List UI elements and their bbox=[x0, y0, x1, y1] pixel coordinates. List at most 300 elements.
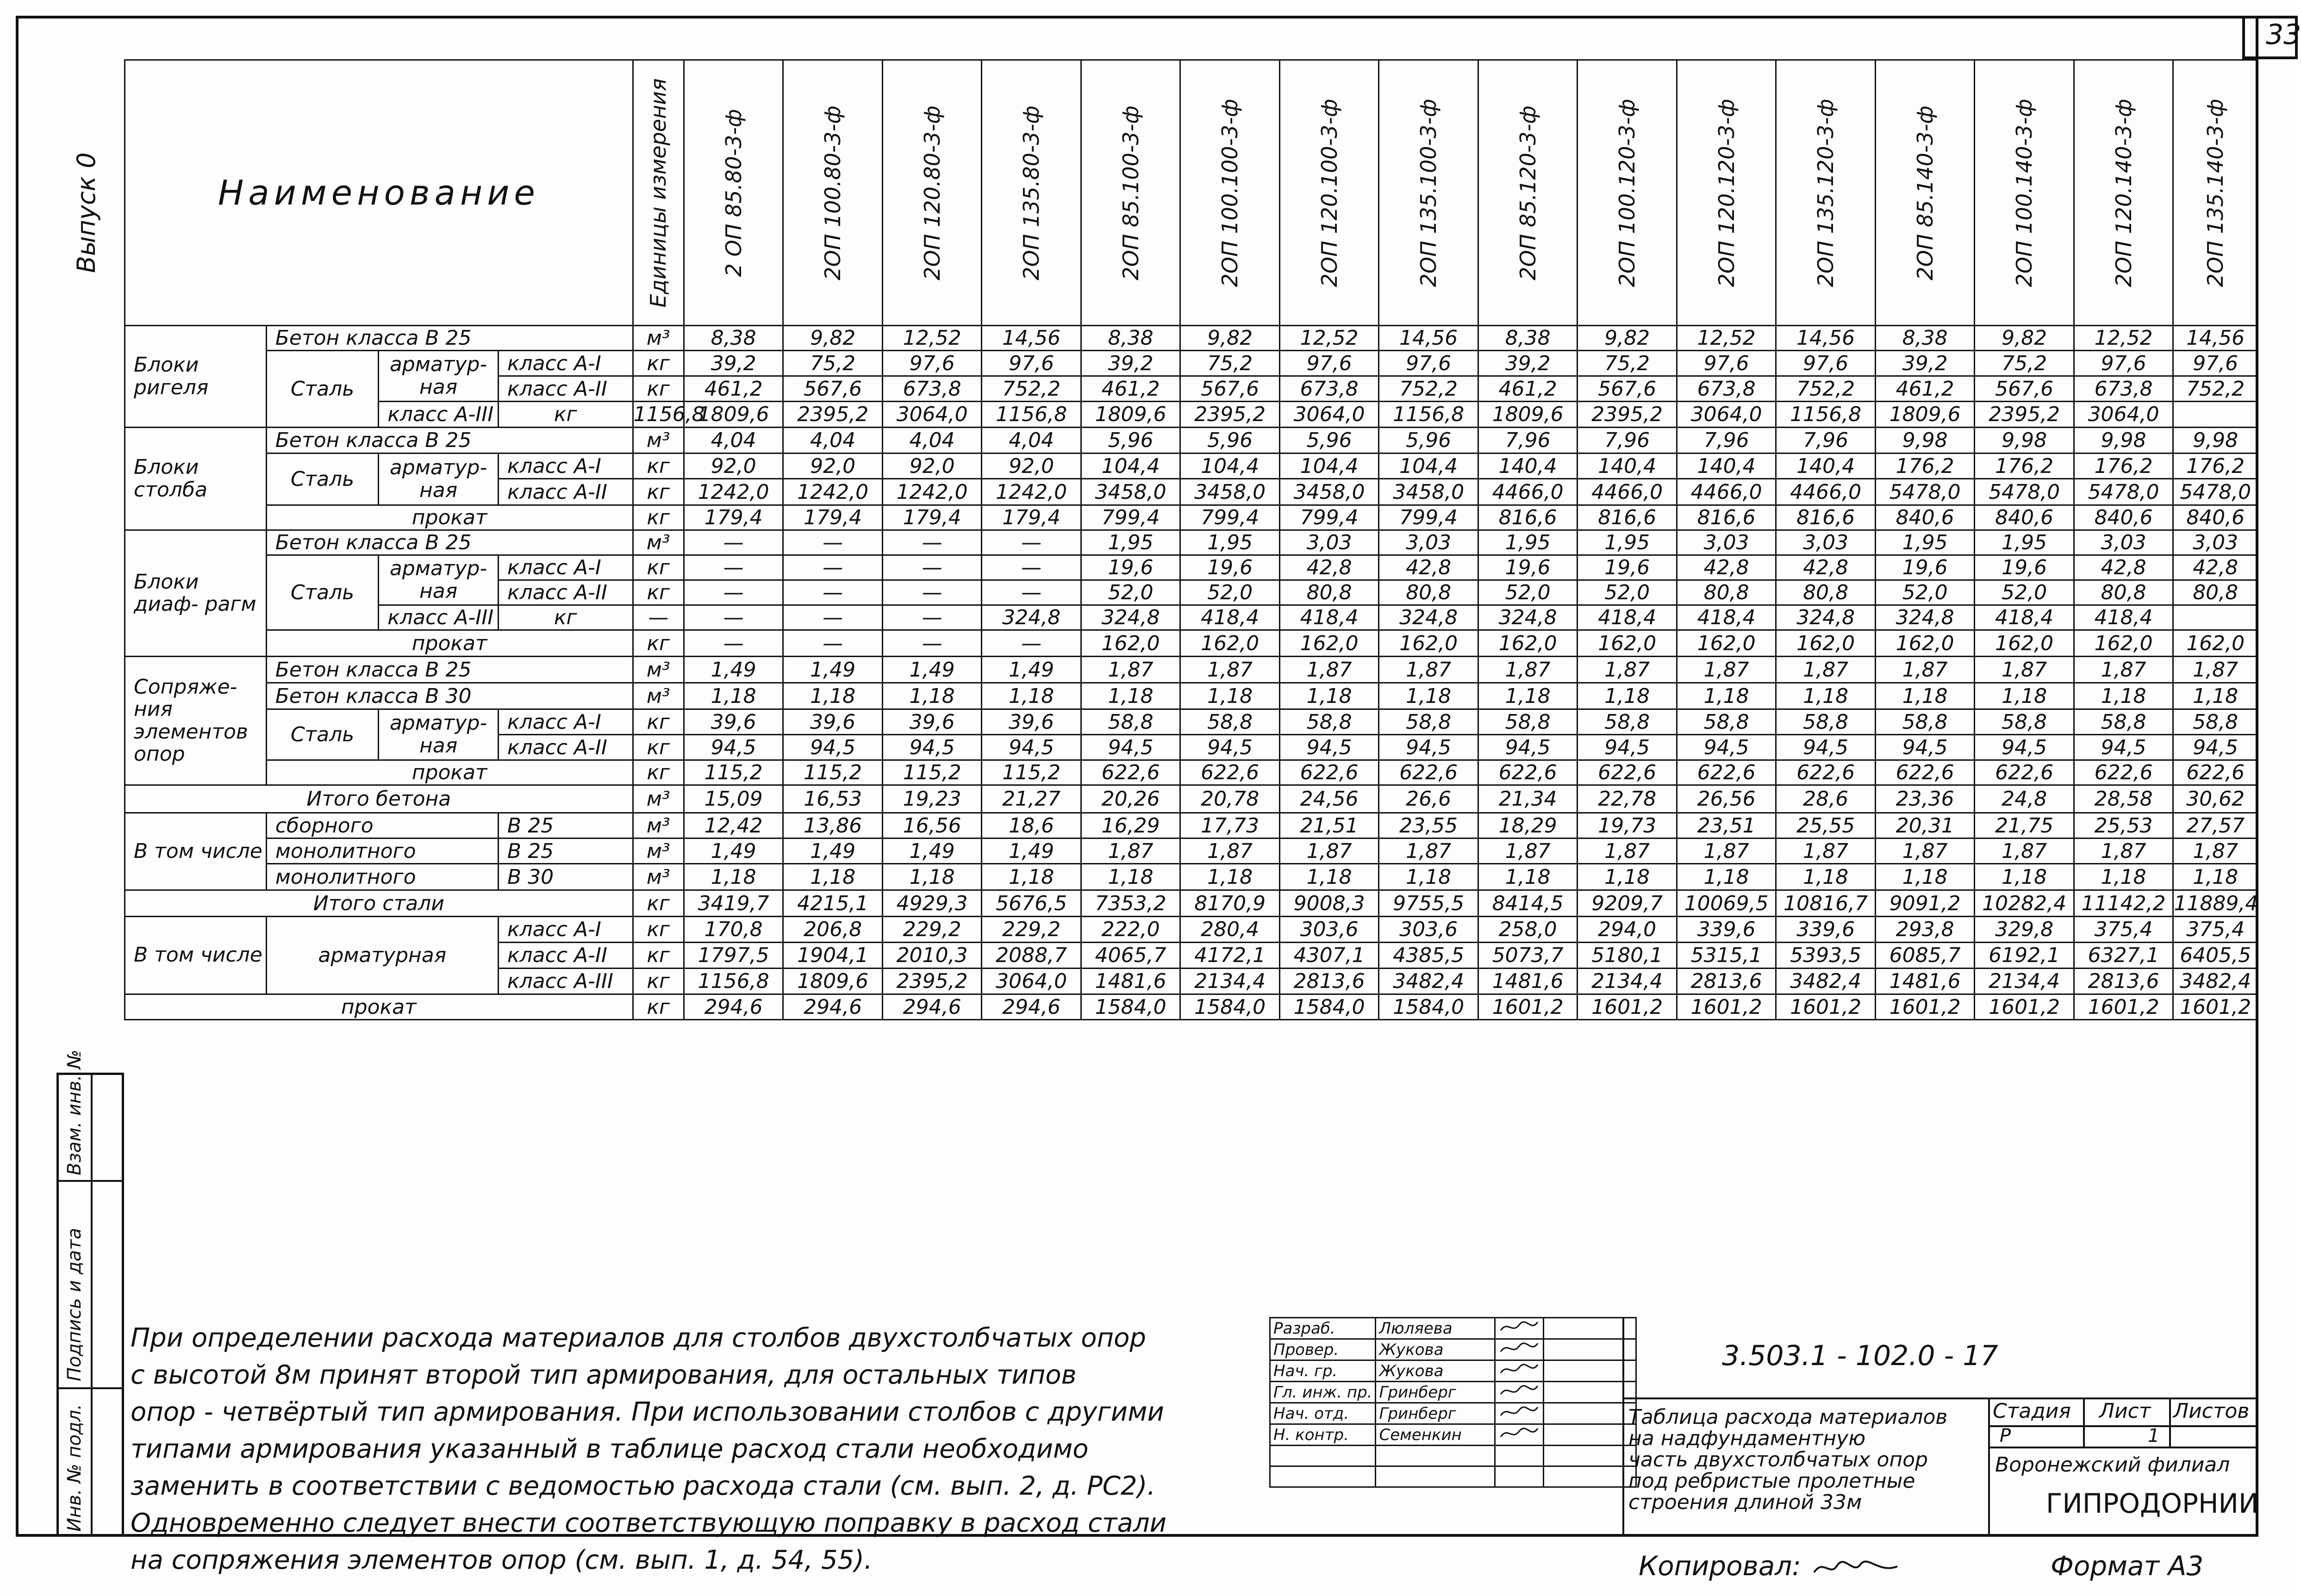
value-cell: 140,4 bbox=[1776, 453, 1876, 479]
value-cell: — bbox=[783, 555, 883, 580]
value-cell: 1,87 bbox=[1279, 657, 1379, 683]
value-cell: 14,56 bbox=[982, 326, 1081, 351]
row-label: сборного bbox=[266, 813, 498, 838]
value-cell: 104,4 bbox=[1081, 453, 1180, 479]
value-cell: 75,2 bbox=[1180, 351, 1280, 376]
sheet-label: Лист bbox=[2099, 1399, 2151, 1423]
signature-role bbox=[1270, 1466, 1376, 1487]
value-cell: 92,0 bbox=[783, 453, 883, 479]
value-cell: 752,2 bbox=[1379, 376, 1478, 402]
value-cell: 9,82 bbox=[1975, 326, 2074, 351]
value-cell: 4307,1 bbox=[1279, 943, 1379, 969]
value-cell: 39,6 bbox=[783, 709, 883, 735]
unit-cell: кг bbox=[633, 580, 684, 605]
value-cell: 176,2 bbox=[2173, 453, 2258, 479]
value-cell: 816,6 bbox=[1776, 505, 1876, 530]
table-row bbox=[125, 351, 2258, 376]
value-cell: 19,6 bbox=[1875, 555, 1975, 580]
materials-table bbox=[124, 59, 2258, 1020]
value-cell: 1,18 bbox=[1578, 864, 1677, 890]
value-cell: 115,2 bbox=[684, 760, 783, 785]
organization-name: ГИПРОДОРНИИ bbox=[2046, 1488, 2259, 1519]
table-row bbox=[125, 813, 2258, 838]
column-header bbox=[684, 60, 783, 326]
value-cell: 418,4 bbox=[1677, 605, 1776, 630]
unit-cell: м³ bbox=[633, 326, 684, 351]
value-cell: 1,87 bbox=[1081, 657, 1180, 683]
side-stamp-line bbox=[56, 1387, 124, 1389]
row-label: прокат bbox=[266, 630, 633, 657]
value-cell: 12,52 bbox=[882, 326, 982, 351]
value-cell: 30,62 bbox=[2173, 785, 2258, 813]
value-cell: 9,82 bbox=[1578, 326, 1677, 351]
value-cell: 19,6 bbox=[1578, 555, 1677, 580]
value-cell: 1,87 bbox=[1081, 838, 1180, 864]
value-cell: 1156,8 bbox=[1776, 402, 1876, 428]
row-label: класс А-I bbox=[498, 709, 633, 735]
side-stamp-label: Подпись и дата bbox=[64, 1228, 85, 1381]
value-cell: 622,6 bbox=[1975, 760, 2074, 785]
value-cell: 16,53 bbox=[783, 785, 883, 813]
value-cell: 12,52 bbox=[1279, 326, 1379, 351]
row-label: В 25 bbox=[498, 838, 633, 864]
value-cell: 2395,2 bbox=[882, 969, 982, 994]
value-cell: 176,2 bbox=[2074, 453, 2173, 479]
table-row bbox=[125, 838, 2258, 864]
value-cell: 5,96 bbox=[1279, 428, 1379, 453]
value-cell: 18,29 bbox=[1478, 813, 1578, 838]
value-cell: 94,5 bbox=[982, 735, 1081, 760]
row-label: Сталь bbox=[266, 555, 379, 630]
value-cell: 2813,6 bbox=[2074, 969, 2173, 994]
value-cell: 1,18 bbox=[684, 683, 783, 709]
value-cell: 92,0 bbox=[982, 453, 1081, 479]
value-cell: 622,6 bbox=[1578, 760, 1677, 785]
value-cell: 4,04 bbox=[982, 428, 1081, 453]
value-cell: 1,18 bbox=[1081, 864, 1180, 890]
value-cell: 4,04 bbox=[783, 428, 883, 453]
value-cell: 26,6 bbox=[1379, 785, 1478, 813]
value-cell: 80,8 bbox=[1379, 580, 1478, 605]
value-cell: 13,86 bbox=[783, 813, 883, 838]
value-cell: — bbox=[882, 630, 982, 657]
value-cell: 1601,2 bbox=[2074, 994, 2173, 1020]
unit-cell: м³ bbox=[633, 838, 684, 864]
value-cell: 1481,6 bbox=[1081, 969, 1180, 994]
value-cell: 9,98 bbox=[1875, 428, 1975, 453]
value-cell: — bbox=[882, 555, 982, 580]
value-cell: 20,26 bbox=[1081, 785, 1180, 813]
row-label: класс А-I bbox=[498, 917, 633, 943]
value-cell: 3482,4 bbox=[1776, 969, 1876, 994]
value-cell: 10816,7 bbox=[1776, 890, 1876, 917]
value-cell: 162,0 bbox=[1578, 630, 1677, 657]
value-cell: 1,18 bbox=[1081, 683, 1180, 709]
value-cell: 58,8 bbox=[1776, 709, 1876, 735]
row-label: класс А-II bbox=[498, 735, 633, 760]
value-cell: 418,4 bbox=[1279, 605, 1379, 630]
value-cell: 1,87 bbox=[2074, 657, 2173, 683]
value-cell: 1,18 bbox=[982, 683, 1081, 709]
value-cell: 1,18 bbox=[882, 864, 982, 890]
value-cell: 97,6 bbox=[1776, 351, 1876, 376]
signature-mark bbox=[1495, 1403, 1544, 1424]
value-cell: 1904,1 bbox=[783, 943, 883, 969]
row-label: прокат bbox=[266, 760, 633, 785]
value-cell: 94,5 bbox=[1081, 735, 1180, 760]
signature-role: Н. контр. bbox=[1270, 1424, 1376, 1446]
value-cell: 324,8 bbox=[982, 605, 1081, 630]
value-cell: 3064,0 bbox=[882, 402, 982, 428]
value-cell: 94,5 bbox=[1875, 735, 1975, 760]
value-cell: 329,8 bbox=[1975, 917, 2074, 943]
value-cell: 8414,5 bbox=[1478, 890, 1578, 917]
value-cell: 3482,4 bbox=[2173, 969, 2258, 994]
row-label: Бетон класса В 25 bbox=[266, 657, 633, 683]
value-cell: 1,18 bbox=[2074, 683, 2173, 709]
value-cell: 21,75 bbox=[1975, 813, 2074, 838]
value-cell: 94,5 bbox=[1180, 735, 1280, 760]
value-cell: 179,4 bbox=[882, 505, 982, 530]
value-cell: 673,8 bbox=[882, 376, 982, 402]
value-cell: 1,18 bbox=[783, 683, 883, 709]
stamp-line bbox=[2083, 1397, 2085, 1447]
value-cell: 9209,7 bbox=[1578, 890, 1677, 917]
signature-row bbox=[1270, 1424, 1636, 1446]
value-cell: 39,6 bbox=[982, 709, 1081, 735]
value-cell: 80,8 bbox=[2173, 580, 2258, 605]
row-label: прокат bbox=[125, 994, 633, 1020]
column-header-text: 2ОП 100.100-3-ф bbox=[1217, 99, 1243, 287]
value-cell: 8,38 bbox=[1478, 326, 1578, 351]
value-cell: 58,8 bbox=[2173, 709, 2258, 735]
value-cell: 1156,8 bbox=[1379, 402, 1478, 428]
value-cell: 1156,8 bbox=[684, 969, 783, 994]
value-cell: 115,2 bbox=[982, 760, 1081, 785]
column-header-text: 2ОП 135.120-3-ф bbox=[1813, 99, 1839, 287]
value-cell: 140,4 bbox=[1677, 453, 1776, 479]
value-cell: 799,4 bbox=[1081, 505, 1180, 530]
value-cell: 294,0 bbox=[1578, 917, 1677, 943]
value-cell: 1,18 bbox=[2074, 864, 2173, 890]
value-cell: 2134,4 bbox=[1578, 969, 1677, 994]
value-cell: 1,95 bbox=[1578, 530, 1677, 555]
value-cell: 94,5 bbox=[1677, 735, 1776, 760]
value-cell: 80,8 bbox=[1776, 580, 1876, 605]
value-cell: 52,0 bbox=[1081, 580, 1180, 605]
value-cell: 1,49 bbox=[982, 657, 1081, 683]
value-cell: 1,87 bbox=[1578, 838, 1677, 864]
value-cell: 752,2 bbox=[982, 376, 1081, 402]
value-cell: 39,2 bbox=[1478, 351, 1578, 376]
row-label: класс А-I bbox=[498, 555, 633, 580]
value-cell: 3,03 bbox=[1776, 530, 1876, 555]
value-cell: 58,8 bbox=[1379, 709, 1478, 735]
value-cell: 14,56 bbox=[2173, 326, 2258, 351]
value-cell: — bbox=[882, 580, 982, 605]
row-label: Блоки столба bbox=[125, 428, 267, 530]
value-cell: 7,96 bbox=[1776, 428, 1876, 453]
table-row bbox=[125, 864, 2258, 890]
signature-role: Нач. гр. bbox=[1270, 1360, 1376, 1382]
value-cell: 162,0 bbox=[1776, 630, 1876, 657]
value-cell: 673,8 bbox=[2074, 376, 2173, 402]
signature-row bbox=[1270, 1446, 1636, 1466]
value-cell: 1601,2 bbox=[1478, 994, 1578, 1020]
value-cell: 28,58 bbox=[2074, 785, 2173, 813]
value-cell: — bbox=[882, 530, 982, 555]
value-cell: 1601,2 bbox=[1578, 994, 1677, 1020]
value-cell: 2134,4 bbox=[1975, 969, 2074, 994]
value-cell: 9,82 bbox=[783, 326, 883, 351]
row-label: монолитного bbox=[266, 864, 498, 890]
value-cell: 2813,6 bbox=[1279, 969, 1379, 994]
value-cell: 622,6 bbox=[1379, 760, 1478, 785]
value-cell: 19,6 bbox=[1180, 555, 1280, 580]
value-cell: 3064,0 bbox=[1677, 402, 1776, 428]
stamp-line bbox=[1988, 1447, 2258, 1448]
value-cell: 816,6 bbox=[1677, 505, 1776, 530]
value-cell: 5676,5 bbox=[982, 890, 1081, 917]
value-cell: 162,0 bbox=[1975, 630, 2074, 657]
value-cell: 1,87 bbox=[1478, 838, 1578, 864]
value-cell: 1809,6 bbox=[1478, 402, 1578, 428]
unit-cell: м³ bbox=[633, 813, 684, 838]
value-cell: 5478,0 bbox=[2173, 479, 2258, 505]
value-cell: 324,8 bbox=[1379, 605, 1478, 630]
unit-cell: кг bbox=[633, 453, 684, 479]
unit-cell: кг bbox=[633, 917, 684, 943]
value-cell: 461,2 bbox=[684, 376, 783, 402]
column-header-text: 2ОП 85.140-3-ф bbox=[1912, 105, 1938, 280]
value-cell: 339,6 bbox=[1677, 917, 1776, 943]
unit-cell: кг bbox=[498, 605, 633, 630]
signature-mark bbox=[1495, 1360, 1544, 1382]
value-cell: 1797,5 bbox=[684, 943, 783, 969]
value-cell: 92,0 bbox=[882, 453, 982, 479]
row-label: Сталь bbox=[266, 709, 379, 760]
page-number: 33 bbox=[2266, 19, 2301, 51]
column-header bbox=[1578, 60, 1677, 326]
stamp-border bbox=[1622, 1317, 1624, 1537]
unit-cell: кг bbox=[633, 735, 684, 760]
column-header bbox=[1081, 60, 1180, 326]
value-cell: 1156,8 bbox=[982, 402, 1081, 428]
value-cell: 97,6 bbox=[882, 351, 982, 376]
table-row bbox=[125, 683, 2258, 709]
value-cell: 418,4 bbox=[1180, 605, 1280, 630]
value-cell: 1,95 bbox=[1478, 530, 1578, 555]
copied-by-label: Копировал: bbox=[1639, 1550, 1902, 1582]
value-cell: 6327,1 bbox=[2074, 943, 2173, 969]
signature-name: Жукова bbox=[1376, 1339, 1495, 1360]
value-cell: 752,2 bbox=[2173, 376, 2258, 402]
column-header bbox=[1478, 60, 1578, 326]
row-label: класс А-I bbox=[498, 453, 633, 479]
value-cell: 94,5 bbox=[1776, 735, 1876, 760]
value-cell: 3482,4 bbox=[1379, 969, 1478, 994]
value-cell: 104,4 bbox=[1379, 453, 1478, 479]
row-label: Бетон класса В 25 bbox=[266, 326, 633, 351]
value-cell: 461,2 bbox=[1478, 376, 1578, 402]
unit-cell: м³ bbox=[633, 683, 684, 709]
unit-cell: м³ bbox=[633, 428, 684, 453]
unit-cell: кг bbox=[633, 351, 684, 376]
value-cell: 2813,6 bbox=[1677, 969, 1776, 994]
unit-cell: кг bbox=[633, 630, 684, 657]
value-cell: 12,52 bbox=[1677, 326, 1776, 351]
value-cell: 39,2 bbox=[1081, 351, 1180, 376]
value-cell: 39,2 bbox=[684, 351, 783, 376]
value-cell: 294,6 bbox=[684, 994, 783, 1020]
value-cell: 10282,4 bbox=[1975, 890, 2074, 917]
value-cell: 418,4 bbox=[2074, 605, 2173, 630]
value-cell: 1,49 bbox=[783, 838, 883, 864]
row-label: Блоки ригеля bbox=[125, 326, 267, 428]
value-cell: 293,8 bbox=[1875, 917, 1975, 943]
value-cell: 339,6 bbox=[1776, 917, 1876, 943]
value-cell: 1,18 bbox=[1379, 864, 1478, 890]
value-cell: 567,6 bbox=[1975, 376, 2074, 402]
value-cell: 4,04 bbox=[882, 428, 982, 453]
value-cell: 9755,5 bbox=[1379, 890, 1478, 917]
value-cell: 816,6 bbox=[1578, 505, 1677, 530]
unit-cell: кг bbox=[633, 709, 684, 735]
value-cell: 673,8 bbox=[1279, 376, 1379, 402]
value-cell: 12,42 bbox=[684, 813, 783, 838]
value-cell: 12,52 bbox=[2074, 326, 2173, 351]
value-cell: 4,04 bbox=[684, 428, 783, 453]
column-header-text: 2ОП 100.80-3-ф bbox=[820, 105, 846, 280]
signature-mark bbox=[1495, 1466, 1544, 1487]
column-header-text: 2ОП 100.120-3-ф bbox=[1615, 99, 1640, 287]
value-cell: 24,56 bbox=[1279, 785, 1379, 813]
column-header bbox=[783, 60, 883, 326]
value-cell: 2395,2 bbox=[1578, 402, 1677, 428]
value-cell: 52,0 bbox=[1975, 580, 2074, 605]
value-cell: 1,18 bbox=[2173, 683, 2258, 709]
value-cell: 1601,2 bbox=[1677, 994, 1776, 1020]
value-cell: 1,87 bbox=[1975, 838, 2074, 864]
value-cell: 179,4 bbox=[783, 505, 883, 530]
value-cell: 14,56 bbox=[1776, 326, 1876, 351]
value-cell: — bbox=[633, 605, 684, 630]
signature-row bbox=[1270, 1382, 1636, 1403]
column-header bbox=[1677, 60, 1776, 326]
value-cell: 4466,0 bbox=[1677, 479, 1776, 505]
value-cell: 1,87 bbox=[1578, 657, 1677, 683]
value-cell: 567,6 bbox=[783, 376, 883, 402]
column-header bbox=[1180, 60, 1280, 326]
table-row bbox=[125, 530, 2258, 555]
value-cell: 3064,0 bbox=[982, 969, 1081, 994]
value-cell: 28,6 bbox=[1776, 785, 1876, 813]
signature-role: Разраб. bbox=[1270, 1318, 1376, 1339]
value-cell: — bbox=[982, 530, 1081, 555]
side-stamp-line bbox=[56, 1180, 124, 1182]
value-cell: 1,18 bbox=[2173, 864, 2258, 890]
column-header-text: 2ОП 135.80-3-ф bbox=[1019, 105, 1044, 280]
value-cell: 1242,0 bbox=[783, 479, 883, 505]
value-cell: 4466,0 bbox=[1776, 479, 1876, 505]
signature-row bbox=[1270, 1466, 1636, 1487]
row-label: монолитного bbox=[266, 838, 498, 864]
unit-cell: кг bbox=[633, 890, 684, 917]
row-label: прокат bbox=[266, 505, 633, 530]
column-header-text: 2ОП 85.100-3-ф bbox=[1118, 105, 1143, 280]
column-header-text: 2ОП 85.120-3-ф bbox=[1515, 105, 1540, 280]
value-cell: 303,6 bbox=[1379, 917, 1478, 943]
row-label: В том числе bbox=[125, 917, 267, 994]
value-cell: 39,6 bbox=[684, 709, 783, 735]
value-cell: 26,56 bbox=[1677, 785, 1776, 813]
signature-name bbox=[1376, 1446, 1495, 1466]
value-cell: 4466,0 bbox=[1478, 479, 1578, 505]
value-cell: 16,29 bbox=[1081, 813, 1180, 838]
value-cell: 2395,2 bbox=[1180, 402, 1280, 428]
value-cell: 1,49 bbox=[783, 657, 883, 683]
unit-cell: кг bbox=[633, 479, 684, 505]
value-cell: 1601,2 bbox=[1875, 994, 1975, 1020]
value-cell: 179,4 bbox=[684, 505, 783, 530]
row-label: Итого стали bbox=[125, 890, 633, 917]
value-cell: 23,51 bbox=[1677, 813, 1776, 838]
value-cell: 1,18 bbox=[1776, 683, 1876, 709]
value-cell: 52,0 bbox=[1875, 580, 1975, 605]
column-header-text: 2 ОП 85.80-3-ф bbox=[721, 109, 746, 277]
value-cell: 18,6 bbox=[982, 813, 1081, 838]
value-cell: 418,4 bbox=[1975, 605, 2074, 630]
value-cell: 1242,0 bbox=[684, 479, 783, 505]
column-header-text: 2ОП 120.120-3-ф bbox=[1714, 99, 1739, 287]
value-cell: 3458,0 bbox=[1379, 479, 1478, 505]
value-cell: 622,6 bbox=[2173, 760, 2258, 785]
unit-cell: кг bbox=[633, 376, 684, 402]
value-cell: 4215,1 bbox=[783, 890, 883, 917]
value-cell: 5393,5 bbox=[1776, 943, 1876, 969]
value-cell: 4466,0 bbox=[1578, 479, 1677, 505]
row-label: класс А-III bbox=[379, 402, 499, 428]
row-label: Бетон класса В 25 bbox=[266, 530, 633, 555]
column-header bbox=[1875, 60, 1975, 326]
value-cell: 1601,2 bbox=[2173, 994, 2258, 1020]
value-cell: 1,87 bbox=[1875, 657, 1975, 683]
signature-name: Жукова bbox=[1376, 1360, 1495, 1382]
value-cell: 622,6 bbox=[1081, 760, 1180, 785]
value-cell: 94,5 bbox=[2074, 735, 2173, 760]
value-cell: 6192,1 bbox=[1975, 943, 2074, 969]
value-cell: 1,18 bbox=[1677, 683, 1776, 709]
value-cell: 1,49 bbox=[882, 838, 982, 864]
value-cell: 375,4 bbox=[2173, 917, 2258, 943]
table-row bbox=[125, 428, 2258, 453]
signature-row bbox=[1270, 1318, 1636, 1339]
value-cell: 229,2 bbox=[982, 917, 1081, 943]
value-cell: 1,87 bbox=[2173, 657, 2258, 683]
value-cell: 622,6 bbox=[1776, 760, 1876, 785]
value-cell: — bbox=[684, 555, 783, 580]
value-cell: 229,2 bbox=[882, 917, 982, 943]
table-row bbox=[125, 994, 2258, 1020]
value-cell: 294,6 bbox=[783, 994, 883, 1020]
value-cell: 5,96 bbox=[1379, 428, 1478, 453]
value-cell: 3064,0 bbox=[2074, 402, 2173, 428]
value-cell: 97,6 bbox=[1279, 351, 1379, 376]
column-header bbox=[1379, 60, 1478, 326]
value-cell: 176,2 bbox=[1875, 453, 1975, 479]
row-label: Сталь bbox=[266, 351, 379, 428]
table-row bbox=[125, 709, 2258, 735]
